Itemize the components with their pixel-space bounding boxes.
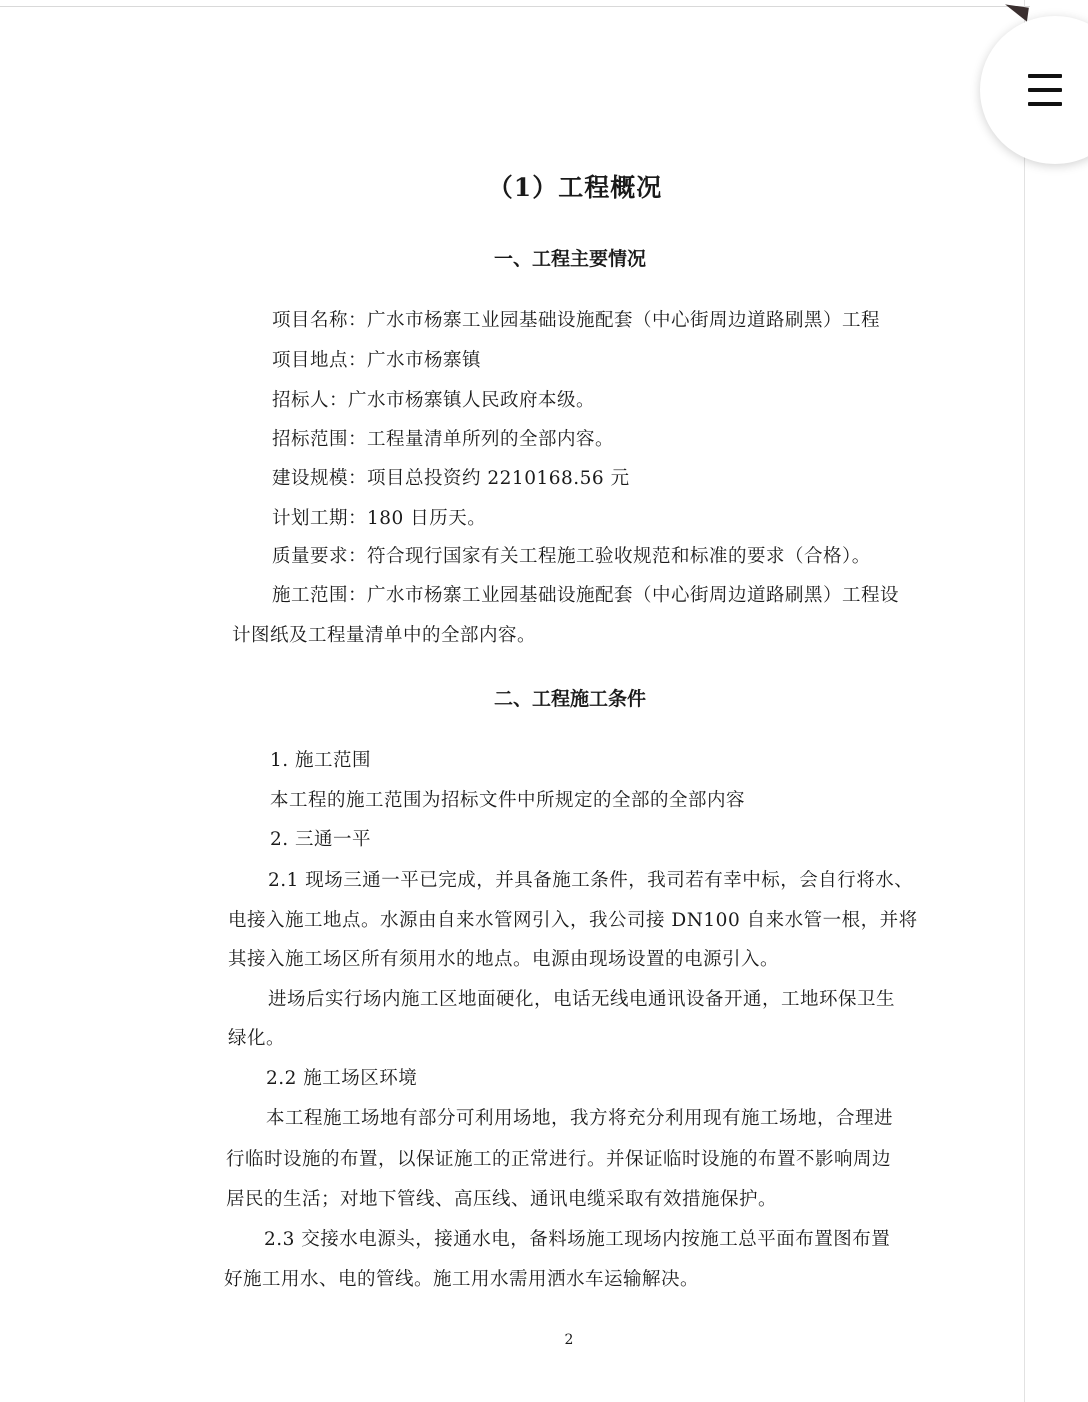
document-title: （1）工程概况: [487, 173, 663, 202]
section2-heading: 二、工程施工条件: [493, 688, 646, 710]
paragraph-line: 居民的生活；对地下管线、高压线、通讯电缆采取有效措施保护。: [226, 1189, 778, 1210]
paragraph-line: 1. 施工范围: [270, 750, 372, 771]
paragraph-line: 计图纸及工程量清单中的全部内容。: [232, 625, 537, 646]
top-edge-rule: [0, 6, 1030, 7]
section1-heading: 一、工程主要情况: [493, 248, 646, 270]
paragraph-line: 建设规模：项目总投资约 2210168.56 元: [272, 468, 630, 489]
paragraph-line: 2. 三通一平: [270, 829, 372, 850]
paragraph-line: 本工程的施工范围为招标文件中所规定的全部的全部内容: [270, 790, 746, 811]
paragraph-line: 施工范围：广水市杨寨工业园基础设施配套（中心街周边道路刷黑）工程设: [272, 585, 900, 606]
hamburger-menu-icon[interactable]: [1028, 74, 1062, 106]
paragraph-line: 招标范围：工程量清单所列的全部内容。: [272, 429, 615, 450]
paragraph-line: 2.2 施工场区环境: [266, 1068, 418, 1089]
corner-mark: [1003, 4, 1029, 21]
paragraph-line: 其接入施工场区所有须用水的地点。电源由现场设置的电源引入。: [228, 949, 780, 970]
paragraph-line: 行临时设施的布置，以保证施工的正常进行。并保证临时设施的布置不影响周边: [226, 1149, 892, 1170]
paragraph-line: 进场后实行场内施工区地面硬化，电话无线电通讯设备开通，工地环保卫生: [268, 989, 896, 1010]
paragraph-line: 计划工期：180 日历天。: [272, 508, 487, 529]
paragraph-line: 质量要求：符合现行国家有关工程施工验收规范和标准的要求（合格）。: [272, 546, 871, 567]
paragraph-line: 2.3 交接水电源头，接通水电，备料场施工现场内按施工总平面布置图布置: [264, 1229, 891, 1250]
page-number: 2: [564, 1332, 574, 1348]
paragraph-line: 项目名称：广水市杨寨工业园基础设施配套（中心街周边道路刷黑）工程: [272, 310, 881, 331]
paragraph-line: 绿化。: [228, 1028, 286, 1049]
paragraph-line: 电接入施工地点。水源由自来水管网引入，我公司接 DN100 自来水管一根，并将: [228, 910, 918, 931]
paragraph-line: 本工程施工场地有部分可利用场地，我方将充分利用现有施工场地，合理进: [266, 1108, 894, 1129]
paragraph-line: 好施工用水、电的管线。施工用水需用洒水车运输解决。: [224, 1269, 700, 1290]
paragraph-line: 招标人：广水市杨寨镇人民政府本级。: [272, 390, 596, 411]
paragraph-line: 项目地点：广水市杨寨镇: [272, 350, 482, 371]
paragraph-line: 2.1 现场三通一平已完成，并具备施工条件，我司若有幸中标，会自行将水、: [268, 870, 914, 891]
